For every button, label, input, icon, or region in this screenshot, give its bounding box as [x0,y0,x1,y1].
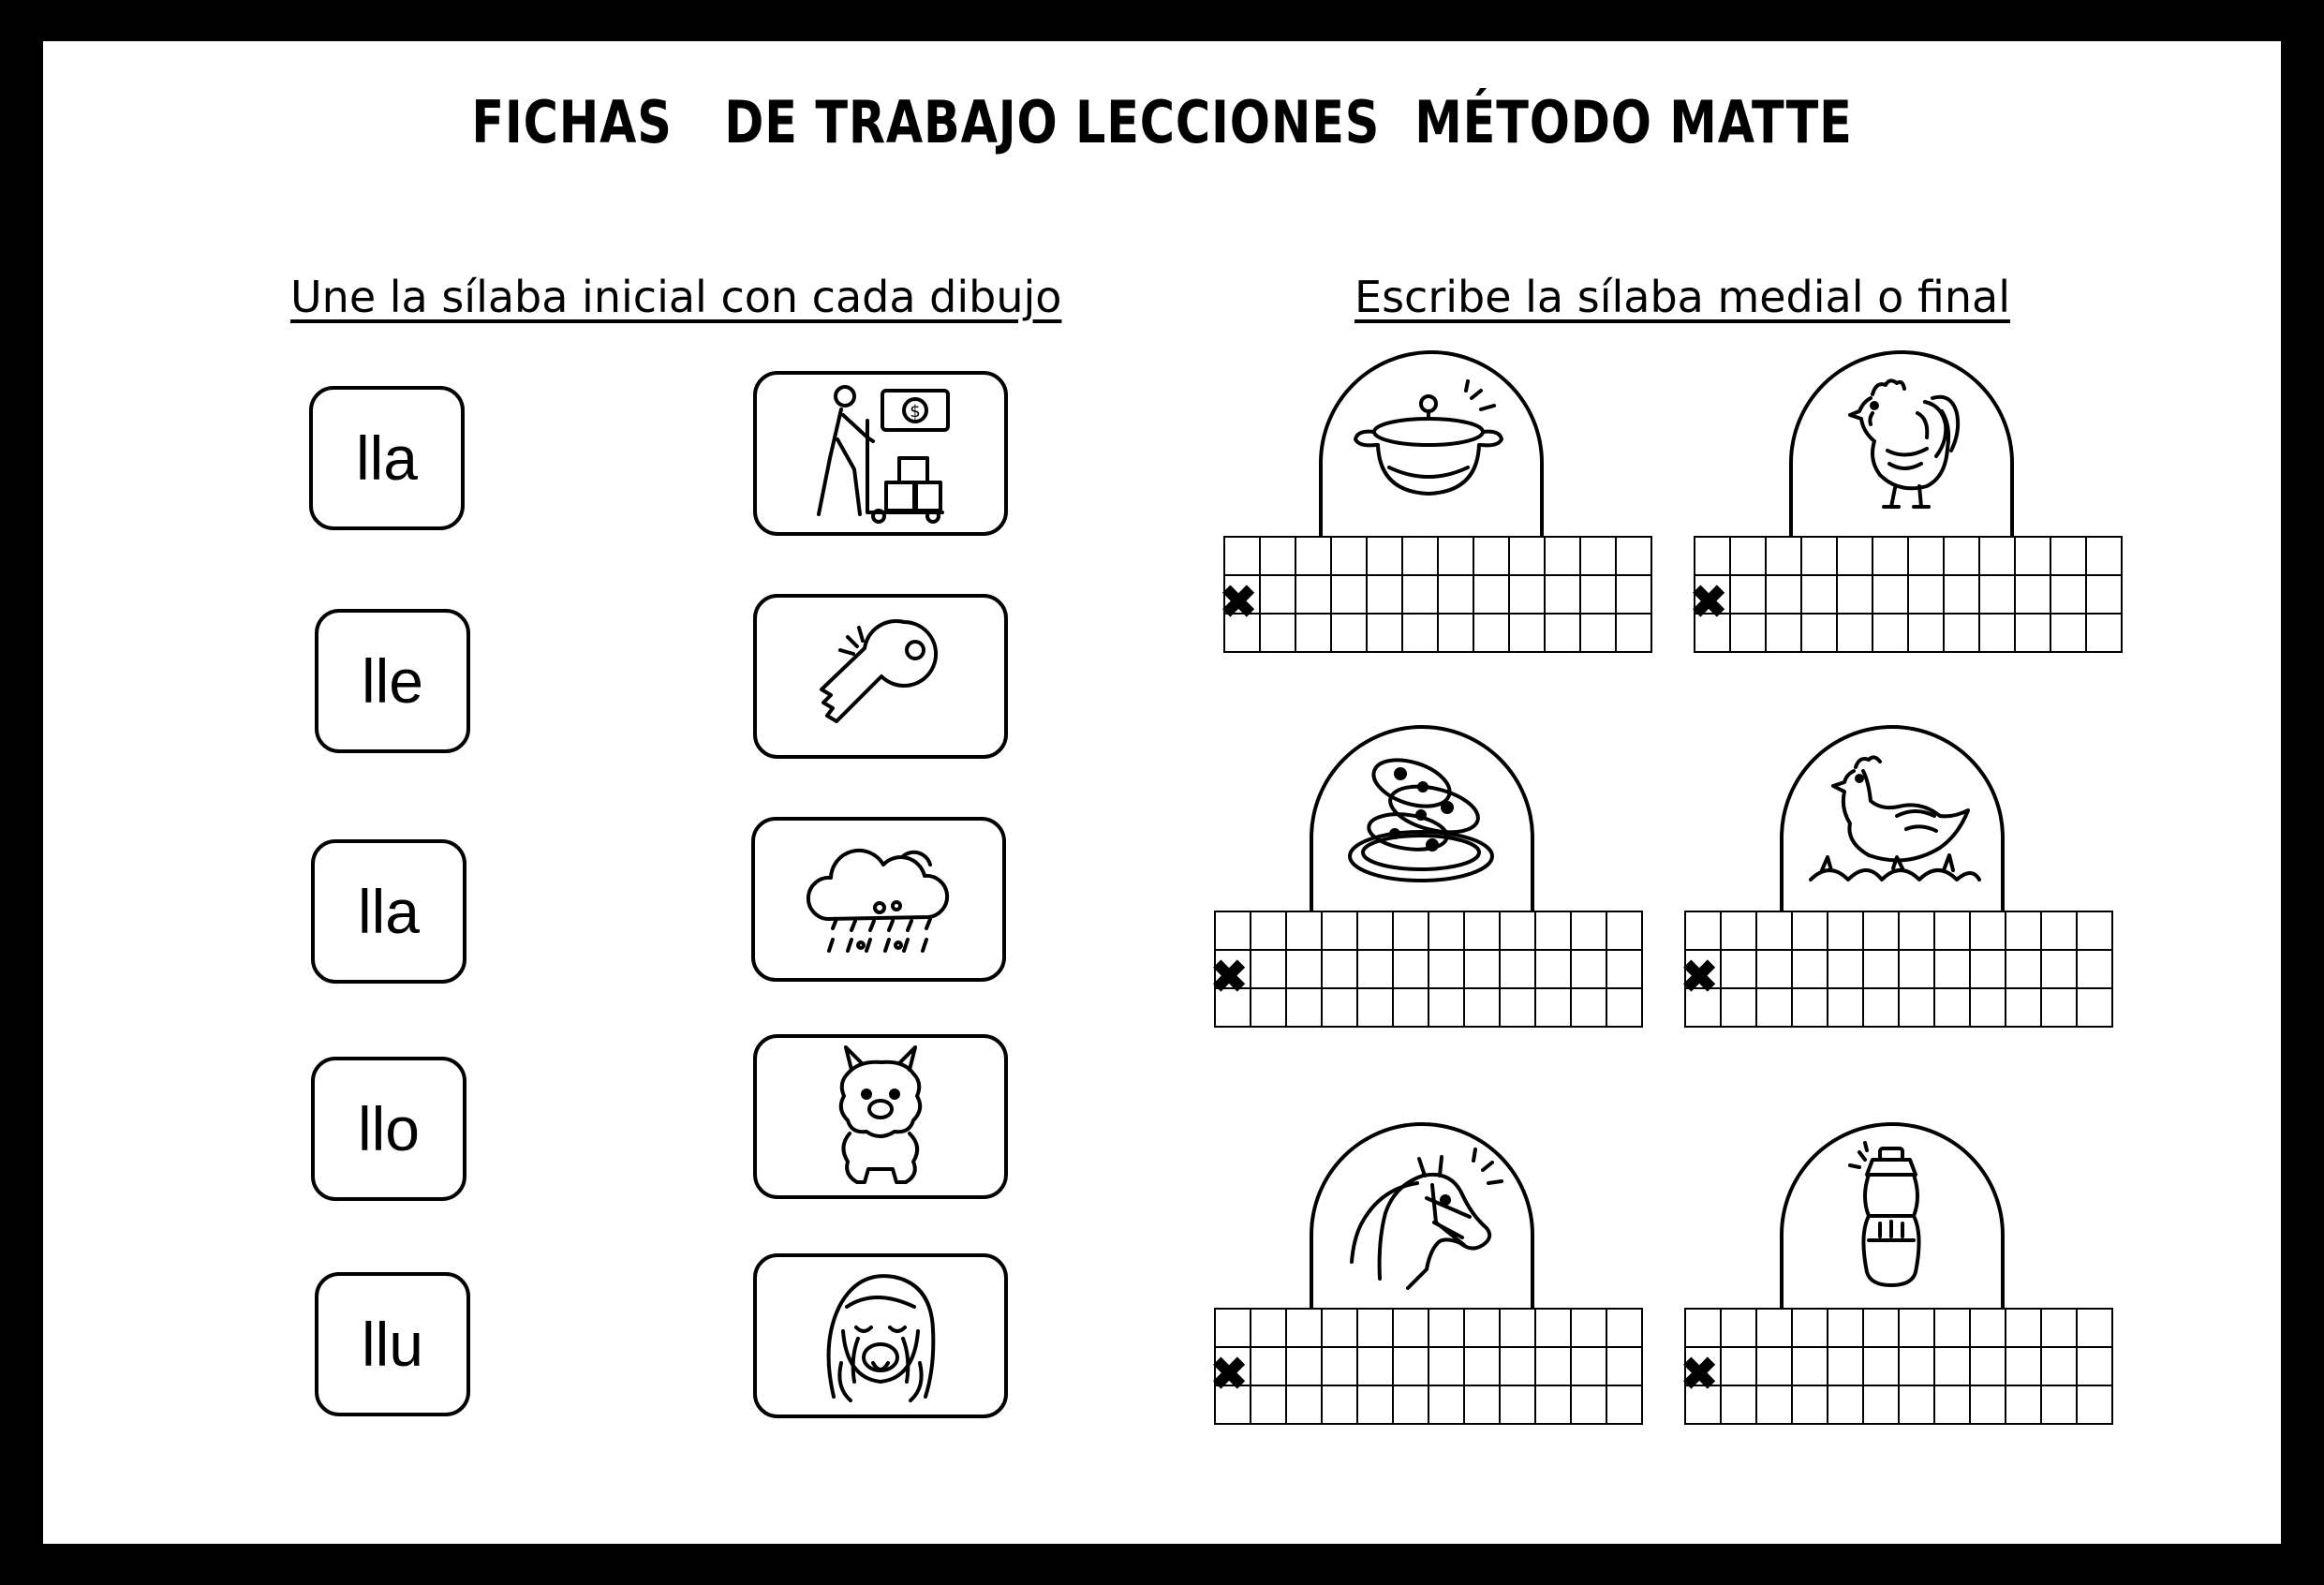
grid-cell[interactable] [1287,1386,1323,1425]
grid-cell[interactable] [1429,1386,1465,1425]
grid-cell[interactable] [1251,951,1287,989]
grid-cell[interactable] [1474,576,1510,615]
grid-cell[interactable] [1971,989,2006,1028]
grid-cell[interactable] [1465,989,1501,1028]
grid-cell[interactable] [1971,1310,2006,1348]
grid-cell[interactable] [1358,951,1394,989]
grid-cell[interactable] [1261,576,1296,615]
grid-cell[interactable] [1731,538,1767,576]
grid-cell[interactable] [1864,989,1900,1028]
grid-cell[interactable] [1722,1310,1757,1348]
grid-cell[interactable] [1261,615,1296,653]
grid-cell[interactable] [1980,538,2016,576]
exercise-1-writing-grid[interactable] [1223,536,1652,653]
grid-cell[interactable] [1757,912,1793,951]
exercise-3-start-mark: ✖ [1210,953,1249,1002]
grid-cell[interactable] [1757,1310,1793,1348]
grid-cell[interactable] [1971,912,2006,951]
picture-box-2[interactable] [753,594,1008,759]
grid-cell[interactable] [2042,951,2078,989]
grid-cell[interactable] [1429,1348,1465,1386]
grid-cell[interactable] [1864,1348,1900,1386]
grid-cell[interactable] [1323,951,1358,989]
grid-cell[interactable] [1546,615,1581,653]
exercise-2-writing-grid[interactable] [1694,536,2123,653]
grid-cell[interactable] [1945,615,1980,653]
grid-cell[interactable] [1394,989,1429,1028]
grid-cell[interactable] [1900,912,1935,951]
exercise-5-writing-grid[interactable] [1214,1308,1643,1425]
grid-cell[interactable] [1767,576,1802,615]
grid-cell[interactable] [1607,1348,1643,1386]
grid-cell[interactable] [1368,576,1403,615]
grid-cell[interactable] [2078,1348,2113,1386]
grid-cell[interactable] [2006,1386,2042,1425]
grid-cell[interactable] [1323,1310,1358,1348]
grid-cell[interactable] [2006,989,2042,1028]
grid-cell[interactable] [1757,1386,1793,1425]
grid-cell[interactable] [1793,1348,1828,1386]
grid-cell[interactable] [1546,576,1581,615]
exercise-4-start-mark: ✖ [1680,953,1719,1002]
grid-cell[interactable] [1767,538,1802,576]
grid-cell[interactable] [1722,989,1757,1028]
porter-icon [806,383,955,524]
picture-box-1[interactable] [753,371,1008,536]
grid-cell[interactable] [1536,912,1572,951]
grid-cell[interactable] [1909,615,1945,653]
grid-cell[interactable] [1980,576,2016,615]
llama-icon [820,1042,941,1192]
grid-cell[interactable] [1900,1310,1935,1348]
grid-cell[interactable] [1873,538,1909,576]
pot-icon [1352,385,1511,507]
grid-cell[interactable] [1323,989,1358,1028]
grid-cell[interactable] [1572,1348,1607,1386]
grid-cell[interactable] [1828,1386,1864,1425]
grid-cell[interactable] [1546,538,1581,576]
cookies-icon [1342,755,1502,886]
exercise-1-picture [1319,350,1544,538]
grid-cell[interactable] [1358,912,1394,951]
exercise-6-writing-grid[interactable] [1684,1308,2113,1425]
grid-cell[interactable] [1216,1310,1251,1348]
grid-cell[interactable] [1864,1386,1900,1425]
grid-cell[interactable] [1287,912,1323,951]
grid-cell[interactable] [1838,538,1873,576]
grid-cell[interactable] [1935,951,1971,989]
grid-cell[interactable] [1935,989,1971,1028]
grid-cell[interactable] [2051,538,2087,576]
grid-cell[interactable] [2051,615,2087,653]
rooster-icon [1831,376,1972,516]
grid-cell[interactable] [1358,989,1394,1028]
page-title: FICHAS DE TRABAJO LECCIONES MÉTODO MATTE [471,88,1853,156]
exercise-3-picture [1310,725,1534,912]
syllable-box-3[interactable]: lla [311,839,466,984]
grid-cell[interactable] [1287,1348,1323,1386]
grid-cell[interactable] [1510,615,1546,653]
exercise-4-picture [1780,725,2005,912]
grid-cell[interactable] [1873,615,1909,653]
grid-cell[interactable] [1722,951,1757,989]
grid-cell[interactable] [2016,615,2051,653]
grid-cell[interactable] [1935,1348,1971,1386]
grid-cell[interactable] [1251,1348,1287,1386]
exercise-4-writing-grid[interactable] [1684,911,2113,1028]
grid-cell[interactable] [1731,615,1767,653]
svg-text:$: $ [910,402,921,422]
picture-box-3[interactable] [751,817,1006,982]
grid-cell[interactable] [1757,951,1793,989]
grid-cell[interactable] [1838,615,1873,653]
syllable-box-2[interactable]: lle [315,609,470,753]
grid-cell[interactable] [2078,989,2113,1028]
grid-cell[interactable] [1935,912,1971,951]
grid-cell[interactable] [1617,615,1652,653]
grid-cell[interactable] [1864,951,1900,989]
grid-cell[interactable] [1216,912,1251,951]
grid-cell[interactable] [1465,1386,1501,1425]
exercise-5-start-mark: ✖ [1210,1350,1249,1400]
rain-cloud-icon [799,829,958,970]
grid-cell[interactable] [2078,912,2113,951]
grid-cell[interactable] [1358,1348,1394,1386]
grid-cell[interactable] [1439,576,1474,615]
grid-cell[interactable] [1429,989,1465,1028]
exercise-5-picture [1310,1122,1534,1310]
grid-cell[interactable] [1909,576,1945,615]
grid-cell[interactable] [1332,615,1368,653]
grid-cell[interactable] [1572,1310,1607,1348]
grid-cell[interactable] [1572,912,1607,951]
grid-cell[interactable] [1607,951,1643,989]
grid-cell[interactable] [1900,989,1935,1028]
grid-cell[interactable] [2006,951,2042,989]
grid-cell[interactable] [1287,989,1323,1028]
grid-cell[interactable] [1465,1310,1501,1348]
grid-cell[interactable] [1474,538,1510,576]
grid-cell[interactable] [2006,1310,2042,1348]
grid-cell[interactable] [1900,1348,1935,1386]
grid-cell[interactable] [1686,1310,1722,1348]
grid-cell[interactable] [1261,538,1296,576]
grid-cell[interactable] [2051,576,2087,615]
grid-cell[interactable] [1722,1348,1757,1386]
grid-cell[interactable] [1403,615,1439,653]
syllable-box-4[interactable]: llo [311,1057,466,1201]
grid-cell[interactable] [2042,1348,2078,1386]
grid-cell[interactable] [1251,912,1287,951]
grid-cell[interactable] [2006,912,2042,951]
grid-cell[interactable] [1394,1348,1429,1386]
grid-cell[interactable] [2087,615,2123,653]
horse-icon [1342,1148,1502,1288]
grid-cell[interactable] [2087,538,2123,576]
grid-cell[interactable] [1296,576,1332,615]
grid-cell[interactable] [1838,576,1873,615]
grid-cell[interactable] [1572,1386,1607,1425]
worksheet [43,41,2281,1544]
grid-cell[interactable] [2078,951,2113,989]
exercise-2-picture [1789,350,2014,538]
grid-cell[interactable] [1607,1310,1643,1348]
grid-cell[interactable] [1731,576,1767,615]
syllable-box-1[interactable]: lla [309,386,465,530]
grid-cell[interactable] [1971,1386,2006,1425]
exercise-1-start-mark: ✖ [1220,578,1258,628]
grid-cell[interactable] [1828,1348,1864,1386]
grid-cell[interactable] [1757,1348,1793,1386]
grid-cell[interactable] [1394,1386,1429,1425]
grid-cell[interactable] [2042,912,2078,951]
grid-cell[interactable] [1935,1386,1971,1425]
grid-cell[interactable] [2087,576,2123,615]
grid-cell[interactable] [1323,1348,1358,1386]
grid-cell[interactable] [1945,538,1980,576]
grid-cell[interactable] [1394,951,1429,989]
grid-cell[interactable] [1945,576,1980,615]
grid-cell[interactable] [1332,576,1368,615]
grid-cell[interactable] [1536,951,1572,989]
grid-cell[interactable] [1864,1310,1900,1348]
grid-cell[interactable] [1864,912,1900,951]
grid-cell[interactable] [1287,951,1323,989]
grid-cell[interactable] [2042,989,2078,1028]
grid-cell[interactable] [1296,615,1332,653]
grid-cell[interactable] [1501,951,1536,989]
grid-cell[interactable] [1909,538,1945,576]
grid-cell[interactable] [1394,1310,1429,1348]
grid-cell[interactable] [1358,1386,1394,1425]
grid-cell[interactable] [1802,615,1838,653]
grid-cell[interactable] [1429,951,1465,989]
grid-cell[interactable] [1429,1310,1465,1348]
right-section-heading: Escribe la sílaba medial o final [1354,272,2010,322]
grid-cell[interactable] [1572,951,1607,989]
grid-cell[interactable] [1323,1386,1358,1425]
grid-cell[interactable] [1828,912,1864,951]
grid-cell[interactable] [1536,1386,1572,1425]
grid-cell[interactable] [1251,1386,1287,1425]
grid-cell[interactable] [1793,912,1828,951]
bottle-icon [1831,1143,1953,1293]
grid-cell[interactable] [1828,951,1864,989]
grid-cell[interactable] [1439,538,1474,576]
grid-cell[interactable] [1828,989,1864,1028]
exercise-6-picture [1780,1122,2005,1310]
grid-cell[interactable] [1873,576,1909,615]
grid-cell[interactable] [1332,538,1368,576]
grid-cell[interactable] [1695,538,1731,576]
grid-cell[interactable] [1767,615,1802,653]
grid-cell[interactable] [1429,912,1465,951]
grid-cell[interactable] [1607,912,1643,951]
grid-cell[interactable] [1828,1310,1864,1348]
grid-cell[interactable] [1251,989,1287,1028]
picture-box-4[interactable] [753,1034,1008,1199]
grid-cell[interactable] [1617,576,1652,615]
grid-cell[interactable] [1296,538,1332,576]
key-icon [810,611,951,742]
grid-cell[interactable] [1501,912,1536,951]
grid-cell[interactable] [1501,1348,1536,1386]
grid-cell[interactable] [1225,538,1261,576]
exercise-6-start-mark: ✖ [1680,1350,1719,1400]
grid-cell[interactable] [1358,1310,1394,1348]
grid-cell[interactable] [1323,912,1358,951]
grid-cell[interactable] [1980,615,2016,653]
hen-icon [1803,750,1981,891]
grid-cell[interactable] [1971,1348,2006,1386]
grid-cell[interactable] [1368,615,1403,653]
grid-cell[interactable] [1287,1310,1323,1348]
grid-cell[interactable] [1474,615,1510,653]
grid-cell[interactable] [1501,1310,1536,1348]
grid-cell[interactable] [1536,1310,1572,1348]
picture-box-5[interactable] [753,1253,1008,1418]
grid-cell[interactable] [1581,538,1617,576]
grid-cell[interactable] [2016,576,2051,615]
grid-cell[interactable] [1802,538,1838,576]
grid-cell[interactable] [1757,989,1793,1028]
grid-cell[interactable] [2042,1386,2078,1425]
grid-cell[interactable] [1935,1310,1971,1348]
grid-cell[interactable] [2078,1310,2113,1348]
syllable-box-5[interactable]: llu [315,1272,470,1416]
grid-cell[interactable] [1722,1386,1757,1425]
grid-cell[interactable] [1465,951,1501,989]
grid-cell[interactable] [1465,1348,1501,1386]
exercise-3-writing-grid[interactable] [1214,911,1643,1028]
grid-cell[interactable] [1368,538,1403,576]
grid-cell[interactable] [1607,1386,1643,1425]
grid-cell[interactable] [1971,951,2006,989]
grid-cell[interactable] [2006,1348,2042,1386]
grid-cell[interactable] [1501,1386,1536,1425]
grid-cell[interactable] [2078,1386,2113,1425]
grid-cell[interactable] [1439,615,1474,653]
grid-cell[interactable] [1900,1386,1935,1425]
grid-cell[interactable] [1686,912,1722,951]
grid-cell[interactable] [1793,1386,1828,1425]
grid-cell[interactable] [1394,912,1429,951]
grid-cell[interactable] [1793,989,1828,1028]
exercise-2-start-mark: ✖ [1690,578,1728,628]
grid-cell[interactable] [1581,615,1617,653]
grid-cell[interactable] [1403,576,1439,615]
grid-cell[interactable] [1536,1348,1572,1386]
left-section-heading: Une la sílaba inicial con cada dibujo [290,272,1062,322]
grid-cell[interactable] [1536,989,1572,1028]
grid-cell[interactable] [1465,912,1501,951]
grid-cell[interactable] [1403,538,1439,576]
crying-girl-icon [815,1266,946,1406]
grid-cell[interactable] [1607,989,1643,1028]
grid-cell[interactable] [1510,538,1546,576]
grid-cell[interactable] [1793,951,1828,989]
grid-cell[interactable] [1501,989,1536,1028]
grid-cell[interactable] [1793,1310,1828,1348]
grid-cell[interactable] [1722,912,1757,951]
grid-cell[interactable] [1510,576,1546,615]
grid-cell[interactable] [1572,989,1607,1028]
grid-cell[interactable] [2016,538,2051,576]
grid-cell[interactable] [1617,538,1652,576]
grid-cell[interactable] [1900,951,1935,989]
grid-cell[interactable] [1802,576,1838,615]
grid-cell[interactable] [1581,576,1617,615]
grid-cell[interactable] [1251,1310,1287,1348]
grid-cell[interactable] [2042,1310,2078,1348]
